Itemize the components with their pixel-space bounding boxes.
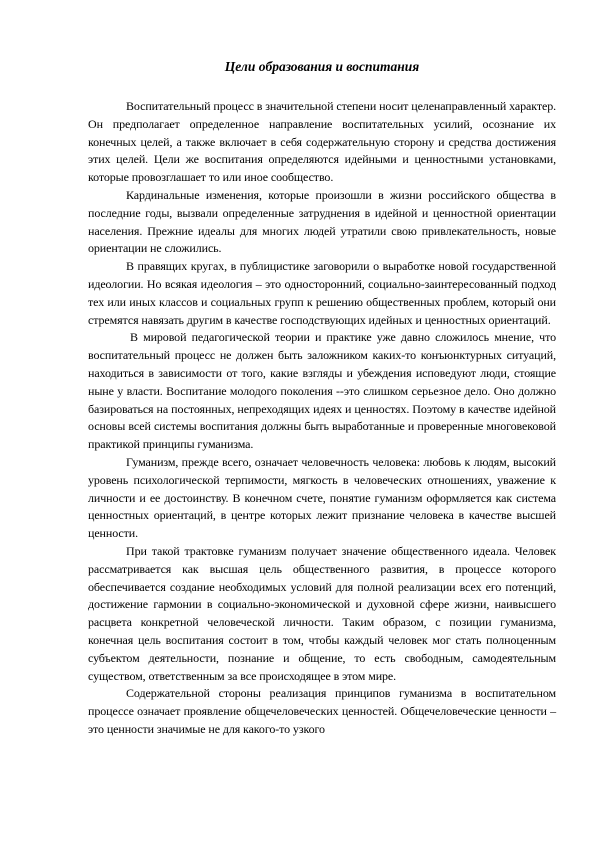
paragraph-6: При такой трактовке гуманизм получает значение общественного идеала. Человек рассматривается как высшая цель общественного развития, в процессе которого обеспечивается создание необходимых условий для полной реализации всех его потенций, достижение гармонии в социально-экономической и духовной сфере жизни, наивысшего расцвета конкретной человеческой личности. Таким образом, с позиции гуманизма, конечная цель воспитания состоит в том, чтобы каждый человек мог стать полноценным субъектом деятельности, познание и общение, то есть свободным, самодеятельным существом, ответственным за все происходящее в этом мире.	[88, 543, 556, 683]
paragraph-4: В мировой педагогической теории и практике уже давно сложилось мнение, что воспитательный процесс не должен быть заложником каких-то конъюнктурных ситуаций, находиться в зависимости от того, какие взгляды и убеждения исповедуют люди, стоящие ныне у власти. Воспитание молодого поколения --это слишком серьезное дело. Оно должно базироваться на постоянных, непреходящих идеях и ценностях. Поэтому в качестве идейной основы всей системы воспитания должны быть выработанные и проверенные многовековой практикой принципы гуманизма.	[88, 330, 556, 452]
document-page	[88, 58, 556, 739]
paragraph-2: Кардинальные изменения, которые произошли в жизни российского общества в последние годы, вызвали определенные затруднения в идейной и ценностной ориентации населения. Прежние идеалы для многих людей утратили свою привлекательность, новые ориентации не сложились.	[88, 187, 556, 256]
paragraph-1: Воспитательный процесс в значительной степени носит целенаправленный характер. Он предполагает определенное направление воспитательных усилий, осознание их конечных целей, а также включает в себя содержательную сторону и средства достижения этих целей. Цели же воспитания определяются идейными и ценностными установками, которые провозглашает то или иное сообщество.	[88, 99, 556, 185]
paragraph-5: Гуманизм, прежде всего, означает человечность человека: любовь к людям, высокий уровень психологической терпимости, мягкость в человеческих отношениях, уважение к личности и ее достоинству. В конечном счете, понятие гуманизм оформляется как система ценностных ориентаций, в центре которых лежит признание человека в качестве высшей ценности.	[88, 454, 556, 541]
paragraph-7: Содержательной стороны реализация принципов гуманизма в воспитательном процессе означает проявление общечеловеческих ценностей. Общечеловеческие ценности – это ценности значимые не для какого-то узкого	[88, 686, 556, 736]
paragraph-3: В правящих кругах, в публицистике заговорили о выработке новой государственной идеологии. Но всякая идеология – это односторонний, социально-заинтересованный подход тех или иных классов и социальных групп к решению общественных проблем, который они стремятся навязать другим в качестве господствующих идейных и ценностных ориентаций.	[88, 259, 556, 327]
document-title: Цели образования и воспитания	[224, 59, 420, 74]
